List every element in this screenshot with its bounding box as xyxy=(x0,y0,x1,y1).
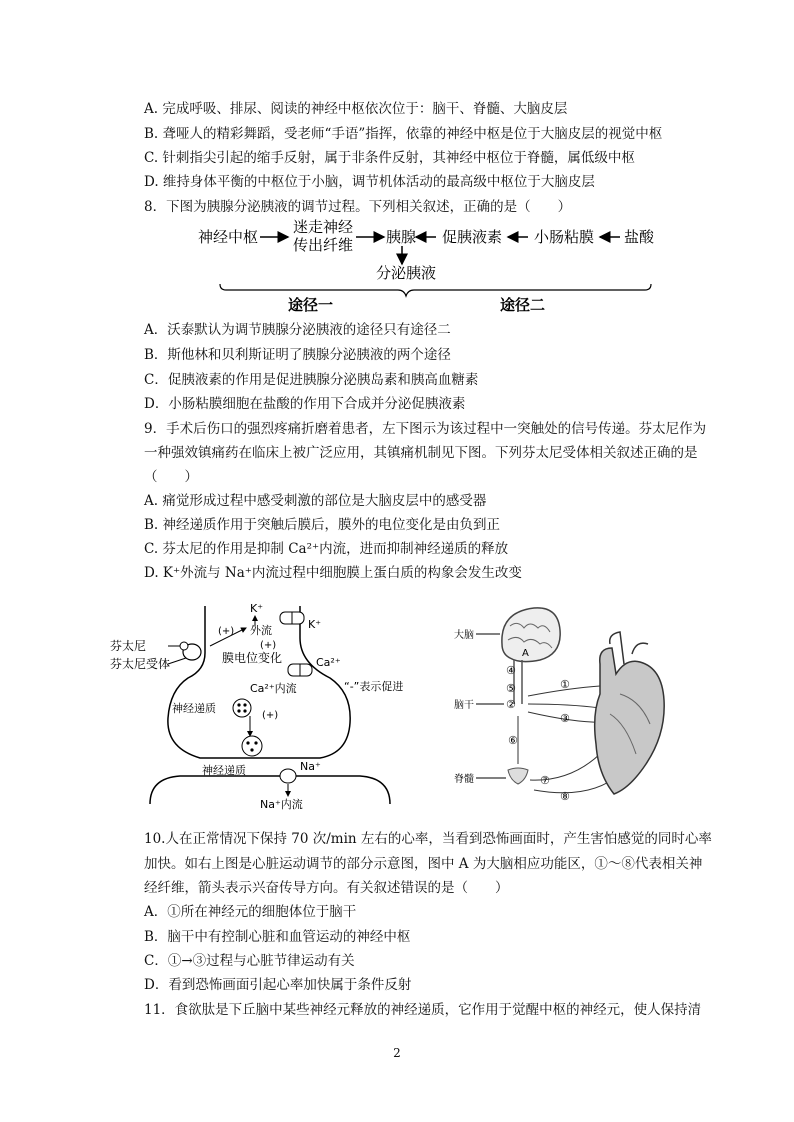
q10-option-b: B．脑干中有控制心脏和血管运动的神经中枢 xyxy=(144,929,411,945)
vagus-label-1: 迷走神经 xyxy=(293,218,354,236)
efflux-label: 外流 xyxy=(250,624,272,637)
vagus-label-2: 传出纤维 xyxy=(293,236,354,254)
q10-option-d: D．看到恐怖画面引起心率加快属于条件反射 xyxy=(144,977,412,993)
q8-stem: 8．下图为胰腺分泌胰液的调节过程。下列相关叙述，正确的是（ ） xyxy=(144,199,572,215)
q10-option-a: A．①所在神经元的细胞体位于脑干 xyxy=(144,904,357,920)
secretin-label: 促胰液素 xyxy=(442,228,503,246)
path2-label: 途径二 xyxy=(500,296,546,314)
n3-label: ③ xyxy=(560,712,570,725)
nt-label-2: 神经递质 xyxy=(202,764,246,777)
acid-label: 盐酸 xyxy=(624,228,655,246)
q7-option-a: A. 完成呼吸、排尿、阅读的神经中枢依次位于：脑干、脊髓、大脑皮层 xyxy=(144,101,568,117)
brain-label: 大脑 xyxy=(454,630,474,641)
na-label: Na⁺ xyxy=(300,760,321,773)
pancreas-label: 胰腺 xyxy=(386,228,417,246)
q9-option-c: C. 芬太尼的作用是抑制 Ca²⁺内流，进而抑制神经递质的释放 xyxy=(144,541,509,557)
na-influx-label: Na⁺内流 xyxy=(260,798,303,810)
q7-option-b: B. 聋哑人的精彩舞蹈，受老师“手语”指挥，依靠的神经中枢是位于大脑皮层的视觉中枢 xyxy=(144,126,663,142)
plus-label-1: (+) xyxy=(218,626,235,637)
q8-diagram xyxy=(190,218,670,316)
a-label: A xyxy=(522,648,529,659)
n4-label: ④ xyxy=(506,664,516,677)
q8-option-b: B．斯他林和贝利斯证明了胰腺分泌胰液的两个途径 xyxy=(144,347,451,363)
plus-label-3: (+) xyxy=(262,710,279,721)
ca-influx-label: Ca²⁺内流 xyxy=(250,682,297,695)
q7-option-d: D. 维持身体平衡的中枢位于小脑，调节机体活动的最高级中枢位于大脑皮层 xyxy=(144,174,595,190)
q9-stem-line2: 一种强效镇痛药在临床上被广泛应用，其镇痛机制见下图。下列芬太尼受体相关叙述正确的是 xyxy=(144,445,698,461)
q7-option-c: C. 针刺指尖引起的缩手反射，属于非条件反射，其神经中枢位于脊髓，属低级中枢 xyxy=(144,150,635,166)
n7-label: ⑦ xyxy=(540,774,550,787)
q11-stem-line1: 11．食欲肽是下丘脑中某些神经元释放的神经递质，它作用于觉醒中枢的神经元，使人保持清 xyxy=(144,1002,702,1018)
q9-option-b: B. 神经递质作用于突触后膜后，膜外的电位变化是由负到正 xyxy=(144,517,501,533)
q9-option-d: D. K⁺外流与 Na⁺内流过程中细胞膜上蛋白质的构象会发生改变 xyxy=(144,565,522,581)
n2-label: ② xyxy=(506,698,516,711)
fentanyl-label: 芬太尼 xyxy=(110,639,147,653)
n6-label: ⑥ xyxy=(508,734,518,747)
mucosa-label: 小肠粘膜 xyxy=(534,228,595,246)
q10-stem-line3: 经纤维，箭头表示兴奋传导方向。有关叙述错误的是（ ） xyxy=(144,880,509,896)
k-right-label: K⁺ xyxy=(308,618,322,631)
q9-stem-line1: 9．手术后伤口的强烈疼痛折磨着患者，左下图示为该过程中一突触处的信号传递。芬太尼作为 xyxy=(144,421,707,437)
path1-label: 途径一 xyxy=(288,296,334,314)
q10-stem-line1: 10.人在正常情况下保持 70 次/min 左右的心率，当看到恐怖画面时，产生害怕感觉的同时心率 xyxy=(144,831,712,847)
n5-label: ⑤ xyxy=(506,682,516,695)
synapse-figure xyxy=(110,598,430,810)
ca-label: Ca²⁺ xyxy=(316,656,341,669)
stem-label: 脑干 xyxy=(454,700,474,711)
legend-label: “-”表示促进 xyxy=(344,680,404,693)
potential-label: 膜电位变化 xyxy=(222,651,283,665)
n1-label: ① xyxy=(560,678,570,691)
q8-option-d: D．小肠粘膜细胞在盐酸的作用下合成并分泌促胰液素 xyxy=(144,396,466,412)
k-top-label: K⁺ xyxy=(250,602,264,615)
page-number: 2 xyxy=(393,1046,401,1060)
q8-option-c: C．促胰液素的作用是促进胰腺分泌胰岛素和胰高血糖素 xyxy=(144,372,479,388)
q10-option-c: C．①→③过程与心脏节律运动有关 xyxy=(144,953,355,969)
plus-label-2: (+) xyxy=(260,640,277,651)
q9-stem-line3: （ ） xyxy=(144,469,198,485)
secrete-label: 分泌胰液 xyxy=(376,264,437,282)
heart-regulation-figure xyxy=(450,604,690,808)
spine-label: 脊髓 xyxy=(454,774,474,785)
nerve-center-label: 神经中枢 xyxy=(198,228,259,246)
q9-option-a: A. 痛觉形成过程中感受刺激的部位是大脑皮层中的感受器 xyxy=(144,493,487,509)
q10-stem-line2: 加快。如右上图是心脏运动调节的部分示意图，图中 A 为大脑相应功能区，①～⑧代表相关神 xyxy=(144,856,703,872)
receptor-label: 芬太尼受体 xyxy=(110,657,171,671)
n8-label: ⑧ xyxy=(560,790,570,803)
nt-label-1: 神经递质 xyxy=(172,702,216,715)
q8-option-a: A．沃泰默认为调节胰腺分泌胰液的途径只有途径二 xyxy=(144,322,451,338)
